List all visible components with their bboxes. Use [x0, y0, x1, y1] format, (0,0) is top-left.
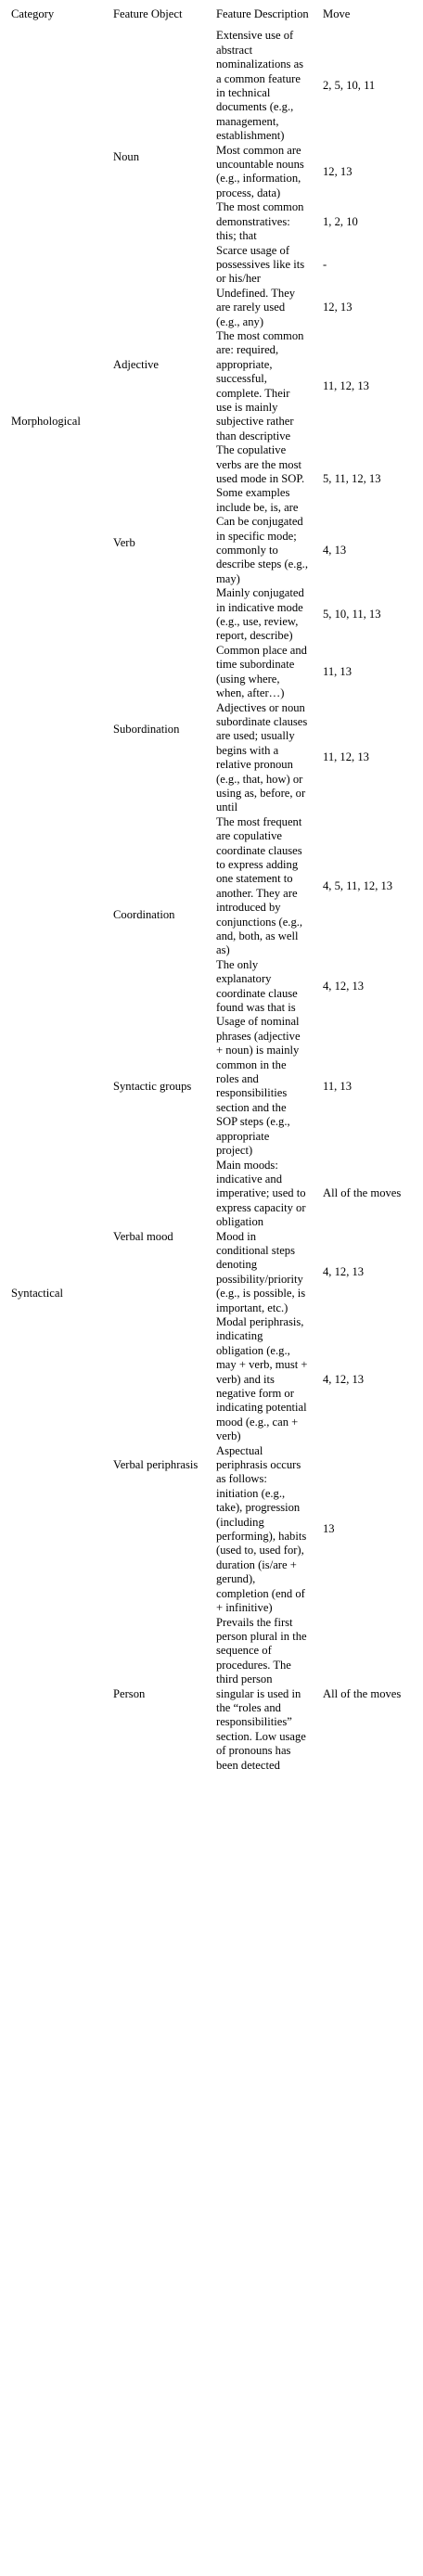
- object-adjective: Adjective: [113, 357, 159, 371]
- feature-move: -: [323, 257, 327, 271]
- feature-description: Mainly conjugated in indicative mode (e.g., use, review, report, describe): [216, 586, 304, 643]
- feature-description: Scarce usage of possessives like its or his/her: [216, 243, 305, 286]
- feature-move: 4, 12, 13: [323, 979, 365, 993]
- header-feature-object: Feature Object: [113, 7, 183, 20]
- sop-features-table: [0, 7, 423, 1773]
- feature-move: 11, 13: [323, 1079, 352, 1093]
- feature-move: All of the moves: [323, 1686, 402, 1700]
- feature-move: 13: [323, 1522, 335, 1536]
- feature-description: The most common are: required, appropriate, successful, complete. Their use is mainly subjective rather than descriptive: [216, 328, 304, 442]
- feature-description: Common place and time subordinate (using where, when, after…): [216, 643, 307, 700]
- feature-move: 4, 13: [323, 544, 347, 557]
- feature-description: The most frequent are copulative coordinate clauses to express adding one statement to another. They are introduced by conjunctions (e.g., and, both, as well as): [216, 814, 303, 957]
- feature-move: 11, 12, 13: [323, 378, 369, 392]
- header-category: Category: [11, 7, 55, 20]
- object-syntactic-groups: Syntactic groups: [113, 1079, 192, 1093]
- category-syntactical: Syntactical: [11, 1287, 63, 1301]
- header-move: Move: [323, 7, 351, 20]
- feature-description: Most common are uncountable nouns (e.g., information, process, data): [216, 143, 304, 199]
- feature-description: The copulative verbs are the most used mode in SOP. Some examples include be, is, are: [216, 443, 305, 514]
- category-morphological: Morphological: [11, 415, 81, 429]
- feature-move: 11, 12, 13: [323, 750, 369, 764]
- object-verb: Verb: [113, 536, 135, 550]
- feature-move: All of the moves: [323, 1186, 402, 1200]
- feature-move: 1, 2, 10: [323, 214, 358, 228]
- feature-move: 11, 13: [323, 664, 352, 678]
- feature-move: 12, 13: [323, 301, 352, 314]
- feature-move: 4, 12, 13: [323, 1372, 365, 1386]
- feature-description: Undefined. They are rarely used (e.g., any): [216, 286, 296, 328]
- object-noun: Noun: [113, 150, 139, 164]
- feature-description: Can be conjugated in specific mode; commonly to describe steps (e.g., may): [216, 515, 308, 585]
- object-person: Person: [113, 1686, 146, 1700]
- table-row: [0, 815, 423, 958]
- feature-move: 4, 5, 11, 12, 13: [323, 879, 393, 893]
- feature-description: Extensive use of abstract nominalizations as a common feature in technical documents (e.g., management, establishment): [216, 29, 304, 143]
- feature-description: Aspectual periphrasis occurs as follows: initiation (e.g., take), progression (including performing), habits (used to, used for), duration (is/are + gerund), completion (end of + infinitive): [216, 1443, 307, 1615]
- object-verbal-mood: Verbal mood: [113, 1229, 173, 1243]
- feature-move: 5, 11, 12, 13: [323, 472, 381, 485]
- feature-description: Mood in conditional steps denoting possibility/priority (e.g., is possible, is important, etc.): [216, 1229, 306, 1314]
- feature-description: Main moods: indicative and imperative; used to express capacity or obligation: [216, 1158, 306, 1229]
- feature-move: 12, 13: [323, 164, 352, 178]
- table-header-row: [0, 7, 423, 29]
- header-feature-description: Feature Description: [216, 7, 309, 20]
- table-row: [0, 29, 423, 143]
- feature-move: 2, 5, 10, 11: [323, 79, 376, 93]
- feature-move: 4, 12, 13: [323, 1265, 365, 1279]
- object-subordination: Subordination: [113, 722, 180, 736]
- feature-move: 5, 10, 11, 13: [323, 608, 381, 622]
- object-verbal-periphrasis: Verbal periphrasis: [113, 1458, 199, 1472]
- feature-description: Modal periphrasis, indicating obligation (e.g., may + verb, must + verb) and its negative form or indicating potential mood (e.g., can + verb): [216, 1314, 308, 1443]
- object-coordination: Coordination: [113, 907, 175, 921]
- feature-description: Adjectives or noun subordinate clauses are used; usually begins with a relative pronoun (e.g., that, how) or using as, before, or until: [216, 700, 308, 814]
- feature-description: The most common demonstratives: this; that: [216, 200, 304, 243]
- feature-description: Prevails the first person plural in the sequence of procedures. The third person singular is used in the “roles and responsibilities” section. Low usage of pronouns has been detected: [216, 1615, 307, 1772]
- feature-description: Usage of nominal phrases (adjective + noun) is mainly common in the roles and responsibilities section and the SOP steps (e.g., appropriate project): [216, 1015, 301, 1158]
- feature-description: The only explanatory coordinate clause found was that is: [216, 957, 298, 1015]
